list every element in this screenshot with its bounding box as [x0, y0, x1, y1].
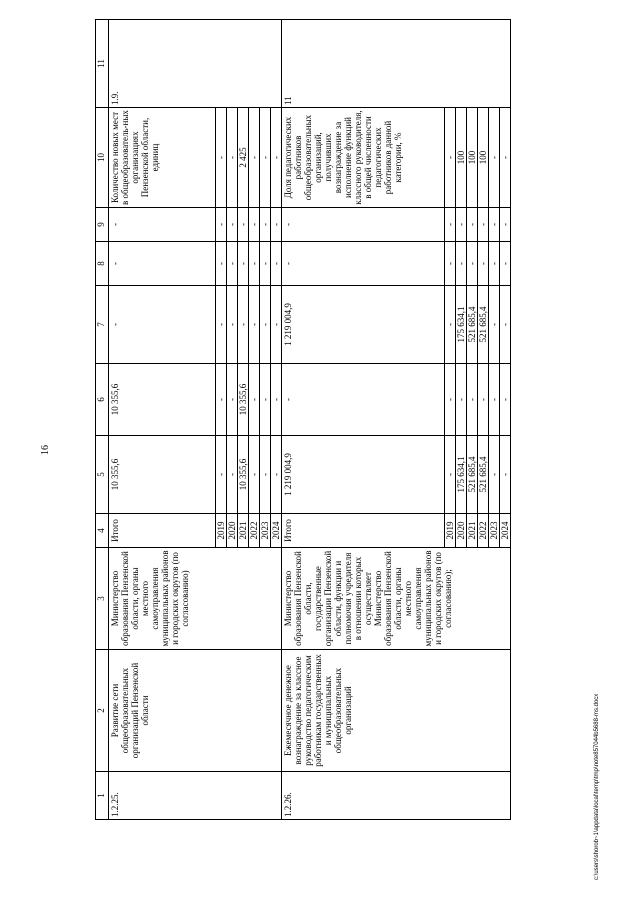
cell: 100 — [456, 108, 467, 208]
header-row — [96, 20, 109, 820]
cell: - — [216, 286, 227, 364]
cell: - — [489, 364, 500, 436]
cell: - — [282, 208, 445, 242]
cell: - — [445, 242, 456, 286]
cell: - — [249, 108, 260, 208]
cell: - — [260, 286, 271, 364]
page-number: 16 — [40, 445, 51, 455]
header-cell: 11 — [96, 20, 109, 108]
header-cell: 1 — [96, 772, 109, 820]
header-cell: 10 — [96, 108, 109, 208]
row-number: 1.2.26. — [282, 772, 511, 820]
cell: 100 — [478, 108, 489, 208]
row-number: 1.2.25. — [109, 772, 282, 820]
cell: 10 355,6 — [109, 436, 216, 514]
cell: - — [456, 364, 467, 436]
total-label: Итого — [109, 514, 216, 548]
cell: - — [489, 242, 500, 286]
cell: - — [489, 208, 500, 242]
cell: 1 219 004,9 — [282, 286, 445, 364]
cell: - — [445, 436, 456, 514]
cell: - — [260, 108, 271, 208]
cell: - — [500, 108, 511, 208]
cell: - — [500, 286, 511, 364]
cell: - — [260, 436, 271, 514]
indicator-name: Доля педагогических работников общеобразовательных организаций, получивших вознаграждение за исполнение функций классного руководителя, в общей численности педагогических работников данной категории, % — [282, 108, 445, 208]
cell: - — [271, 364, 282, 436]
year: 2020 — [456, 514, 467, 548]
header-cell: 9 — [96, 208, 109, 242]
cell: 521 685,4 — [467, 436, 478, 514]
cell: - — [445, 108, 456, 208]
cell: 10 355,6 — [109, 364, 216, 436]
cell: - — [227, 108, 238, 208]
cell: - — [227, 436, 238, 514]
header-cell: 2 — [96, 650, 109, 772]
cell: - — [249, 286, 260, 364]
cell: - — [238, 208, 249, 242]
cell: - — [216, 364, 227, 436]
cell: - — [271, 208, 282, 242]
cell: - — [445, 286, 456, 364]
cell: - — [260, 364, 271, 436]
footer-path: c:\users\shorob~1\appdata\local\temp\tmp\note857044b5688-ms.docx — [594, 693, 600, 880]
header-cell: 6 — [96, 364, 109, 436]
cell: - — [260, 208, 271, 242]
cell: - — [271, 436, 282, 514]
cell: - — [238, 286, 249, 364]
cell: - — [227, 364, 238, 436]
cell: - — [249, 208, 260, 242]
cell: - — [282, 242, 445, 286]
year: 2024 — [271, 514, 282, 548]
cell: - — [227, 286, 238, 364]
cell: - — [227, 242, 238, 286]
cell: - — [489, 436, 500, 514]
cell: 2 425 — [238, 108, 249, 208]
year: 2024 — [500, 514, 511, 548]
header-cell: 7 — [96, 286, 109, 364]
cell: - — [216, 242, 227, 286]
year: 2023 — [489, 514, 500, 548]
cell: 521 685,4 — [478, 286, 489, 364]
cell: - — [445, 208, 456, 242]
cell: 1 219 004,9 — [282, 436, 445, 514]
cell: - — [445, 364, 456, 436]
cell: - — [500, 436, 511, 514]
cell: 100 — [467, 108, 478, 208]
cell: - — [489, 108, 500, 208]
cell: - — [109, 286, 216, 364]
program-table — [95, 19, 511, 820]
cell: - — [109, 208, 216, 242]
cell: 521 685,4 — [467, 286, 478, 364]
header-cell: 5 — [96, 436, 109, 514]
year: 2021 — [238, 514, 249, 548]
cell: - — [216, 108, 227, 208]
cell: - — [238, 242, 249, 286]
cell: - — [282, 364, 445, 436]
year: 2019 — [216, 514, 227, 548]
cell: - — [467, 208, 478, 242]
cell: 10 355,6 — [238, 364, 249, 436]
cell: - — [249, 364, 260, 436]
rotated-page — [95, 20, 585, 820]
year: 2022 — [249, 514, 260, 548]
total-label: Итого — [282, 514, 445, 548]
cell: - — [249, 242, 260, 286]
cell: - — [500, 242, 511, 286]
cell: - — [500, 208, 511, 242]
cell: - — [227, 208, 238, 242]
year: 2023 — [260, 514, 271, 548]
executor: Министерство образования Пензенской области, государственные организации Пензенской области, функции и полномочия учредителя в отношении которых осуществляет Министерство образования Пензенской области, органы местного самоуправления муниципальных районов и городских округов (по согласованию); — [282, 548, 511, 650]
cell: - — [216, 208, 227, 242]
header-cell: 8 — [96, 242, 109, 286]
cell: - — [249, 436, 260, 514]
cell: 521 685,4 — [478, 436, 489, 514]
measure-name: Ежемесячное денежное вознаграждение за классное руководство педагогическим работникам государственных и муниципальных общеобразовательных организаций — [282, 650, 511, 772]
cell: - — [216, 436, 227, 514]
cell: - — [109, 242, 216, 286]
table-row — [109, 20, 216, 820]
cell: 175 634,1 — [456, 286, 467, 364]
cell: - — [271, 286, 282, 364]
measure-name: Развитие сети общеобразовательных организаций Пензенской области — [109, 650, 282, 772]
year: 2019 — [445, 514, 456, 548]
cell: - — [489, 286, 500, 364]
cell: - — [456, 242, 467, 286]
year: 2022 — [478, 514, 489, 548]
indicator-name: Количество новых мест в общеобразователь-ных организациях Пензенской области, единиц — [109, 108, 216, 208]
indicator-ref: 11 — [282, 20, 511, 108]
cell: - — [500, 364, 511, 436]
cell: - — [478, 242, 489, 286]
cell: - — [478, 208, 489, 242]
cell: - — [467, 364, 478, 436]
cell: - — [467, 242, 478, 286]
executor: Министерство образования Пензенской области, органы местного самоуправления муниципальных районов и городских округов (по согласованию) — [109, 548, 282, 650]
cell: - — [456, 208, 467, 242]
year: 2021 — [467, 514, 478, 548]
table-row — [282, 20, 445, 820]
cell: - — [271, 242, 282, 286]
cell: 10 355,6 — [238, 436, 249, 514]
cell: - — [478, 364, 489, 436]
year: 2020 — [227, 514, 238, 548]
header-cell: 3 — [96, 548, 109, 650]
indicator-ref: 1.9. — [109, 20, 282, 108]
cell: - — [271, 108, 282, 208]
cell: 175 634,1 — [456, 436, 467, 514]
header-cell: 4 — [96, 514, 109, 548]
cell: - — [260, 242, 271, 286]
